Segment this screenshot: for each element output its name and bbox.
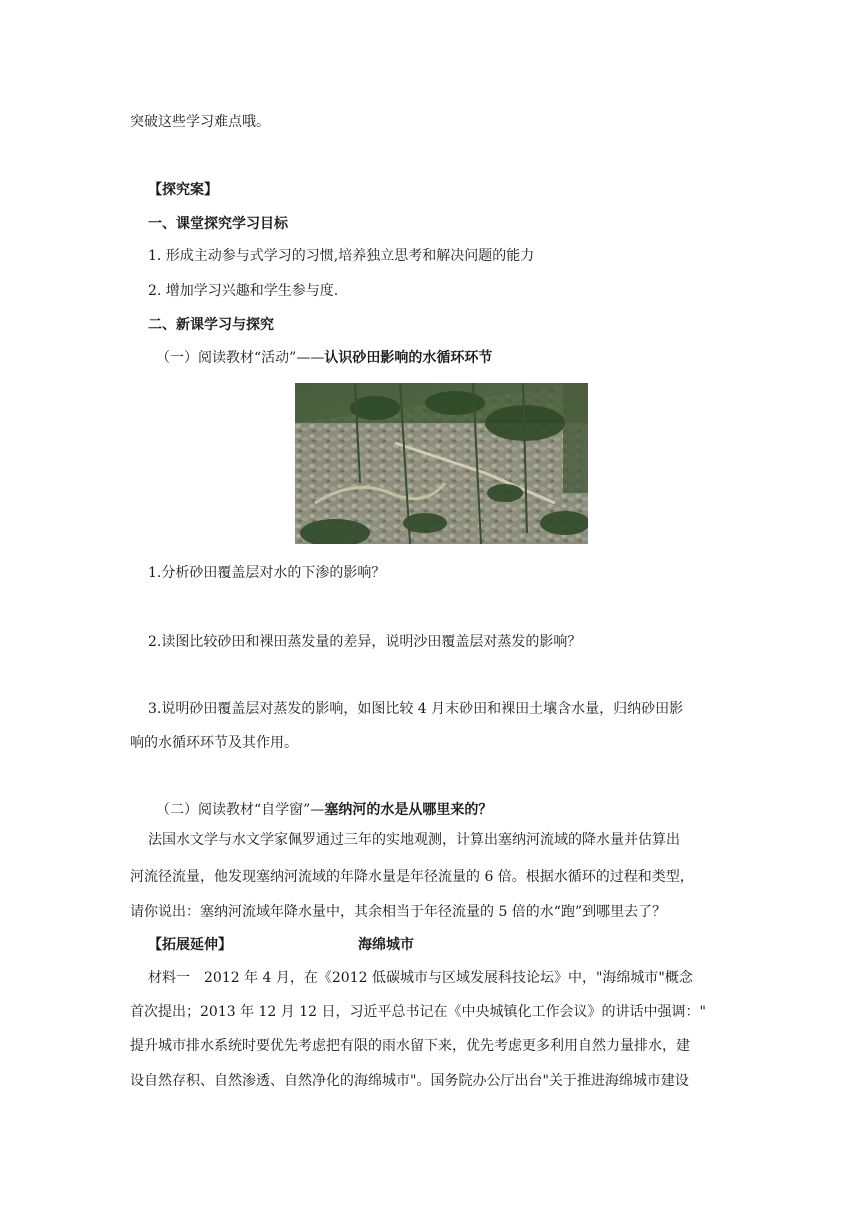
material-1-line-4: 设自然存积、自然渗透、自然净化的海绵城市"。国务院办公厅出台"关于推进海绵城市建设 — [130, 1073, 689, 1089]
new-lesson-heading: 二、新课学习与探究 — [148, 317, 274, 333]
goal-item-1: 1. 形成主动参与式学习的习惯,培养独立思考和解决问题的能力 — [148, 248, 535, 264]
material-1-line-3: 提升城市排水系统时要优先考虑把有限的雨水留下来，优先考虑更多利用自然力量排水，建 — [130, 1038, 690, 1054]
subsection-2-prefix: （二）阅读教材“自学窗”— — [156, 802, 325, 818]
question-1: 1.分析砂田覆盖层对水的下渗的影响？ — [148, 565, 386, 581]
question-3-line-1: 3.说明砂田覆盖层对蒸发的影响，如图比较 4 月末砂田和裸田土壤含水量，归纳砂田影 — [148, 701, 684, 717]
paragraph-1-line-3: 请你说出：塞纳河流域年降水量中，其余相当于年径流量的 5 倍的水“跑”到哪里去了？ — [130, 904, 667, 920]
section-explore-heading: 【探究案】 — [148, 182, 218, 198]
goal-item-2: 2. 增加学习兴趣和学生参与度. — [148, 283, 339, 299]
sand-field-photo — [295, 383, 588, 544]
intro-tail-text: 突破这些学习难点哦。 — [130, 114, 270, 130]
paragraph-1-line-2: 河流径流量，他发现塞纳河流域的年降水量是年径流量的 6 倍。根据水循环的过程和类型， — [130, 869, 694, 885]
goals-heading: 一、课堂探究学习目标 — [148, 216, 288, 232]
material-1-line-1: 材料一 2012 年 4 月，在《2012 低碳城市与区域发展科技论坛》中，"海绵城市"概念 — [148, 970, 693, 986]
question-3-line-2: 响的水循环环节及其作用。 — [130, 735, 298, 751]
subsection-1-heading — [156, 348, 492, 368]
extension-label: 【拓展延伸】 — [148, 937, 232, 953]
paragraph-1-line-1: 法国水文学与水文学家佩罗通过三年的实地观测，计算出塞纳河流域的降水量并估算出 — [148, 832, 680, 848]
subsection-1-title: 认识砂田影响的水循环环节 — [324, 350, 493, 366]
material-1-line-2: 首次提出；2013 年 12 月 12 日，习近平总书记在《中央城镇化工作会议》的讲话中强调：" — [130, 1004, 706, 1020]
subsection-2-heading — [156, 800, 492, 820]
subsection-2-title: 塞纳河的水是从哪里来的？ — [324, 802, 493, 818]
question-2: 2.读图比较砂田和裸田蒸发量的差异，说明沙田覆盖层对蒸发的影响？ — [148, 634, 582, 650]
subsection-1-prefix: （一）阅读教材“活动”—— — [156, 350, 325, 366]
extension-title: 海绵城市 — [358, 937, 414, 953]
